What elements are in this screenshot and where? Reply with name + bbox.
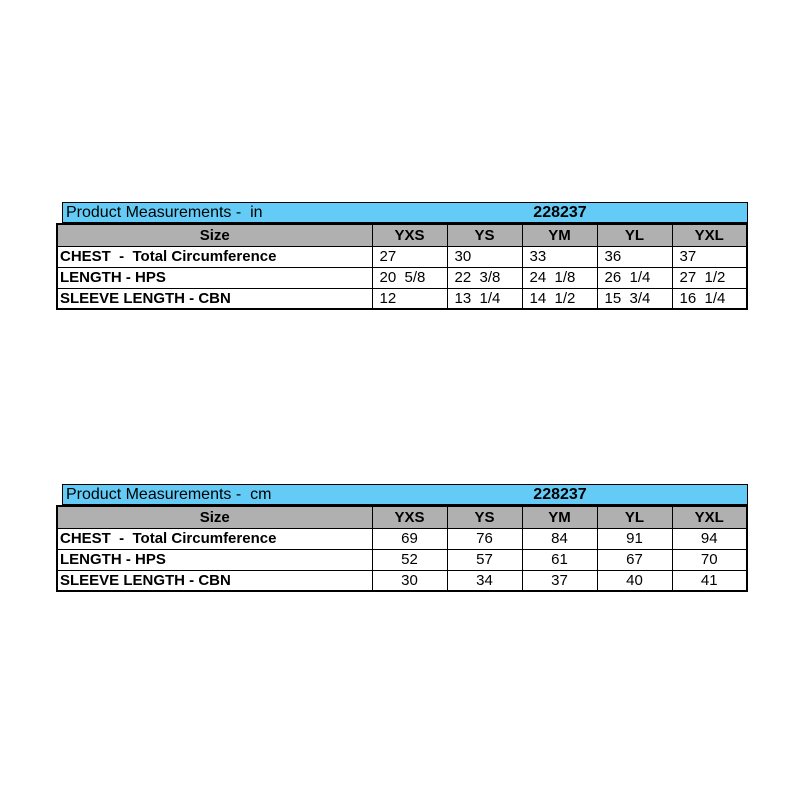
header-row bbox=[57, 224, 747, 246]
row-label: SLEEVE LENGTH - CBN bbox=[57, 288, 372, 309]
measurement-value: 26 1/4 bbox=[597, 267, 672, 288]
measurement-value: 69 bbox=[372, 528, 447, 549]
measurement-value: 24 1/8 bbox=[522, 267, 597, 288]
measurement-value: 30 bbox=[447, 246, 522, 267]
table-row bbox=[57, 288, 747, 309]
row-label: LENGTH - HPS bbox=[57, 549, 372, 570]
table-title-bar bbox=[62, 202, 748, 223]
measurement-value: 15 3/4 bbox=[597, 288, 672, 309]
column-header-size: Size bbox=[57, 224, 372, 246]
measurement-value: 20 5/8 bbox=[372, 267, 447, 288]
measurement-value: 33 bbox=[522, 246, 597, 267]
column-header-ym: YM bbox=[522, 224, 597, 246]
measurement-value: 52 bbox=[372, 549, 447, 570]
measurement-value: 91 bbox=[597, 528, 672, 549]
measurement-value: 27 bbox=[372, 246, 447, 267]
column-header-yxs: YXS bbox=[372, 506, 447, 528]
measurement-value: 36 bbox=[597, 246, 672, 267]
measurement-value: 84 bbox=[522, 528, 597, 549]
row-label: SLEEVE LENGTH - CBN bbox=[57, 570, 372, 591]
column-header-yl: YL bbox=[597, 506, 672, 528]
column-header-ym: YM bbox=[522, 506, 597, 528]
measurement-value: 12 bbox=[372, 288, 447, 309]
header-row bbox=[57, 506, 747, 528]
table-row bbox=[57, 549, 747, 570]
measurement-value: 67 bbox=[597, 549, 672, 570]
measurement-value: 37 bbox=[672, 246, 747, 267]
measurement-value: 30 bbox=[372, 570, 447, 591]
row-label: CHEST - Total Circumference bbox=[57, 528, 372, 549]
column-header-ys: YS bbox=[447, 224, 522, 246]
size-chart-cm bbox=[56, 505, 748, 592]
measurement-value: 94 bbox=[672, 528, 747, 549]
row-label: CHEST - Total Circumference bbox=[57, 246, 372, 267]
column-header-size: Size bbox=[57, 506, 372, 528]
table-row bbox=[57, 246, 747, 267]
measurement-value: 76 bbox=[447, 528, 522, 549]
product-code: 228237 bbox=[533, 485, 587, 503]
column-header-ys: YS bbox=[447, 506, 522, 528]
measurement-value: 14 1/2 bbox=[522, 288, 597, 309]
row-label: LENGTH - HPS bbox=[57, 267, 372, 288]
measurement-value: 57 bbox=[447, 549, 522, 570]
measurement-value: 70 bbox=[672, 549, 747, 570]
column-header-yxs: YXS bbox=[372, 224, 447, 246]
measurement-value: 37 bbox=[522, 570, 597, 591]
product-code: 228237 bbox=[533, 203, 587, 221]
measurement-value: 34 bbox=[447, 570, 522, 591]
measurement-value: 41 bbox=[672, 570, 747, 591]
table-title: Product Measurements - cm bbox=[66, 485, 272, 503]
measurement-value: 61 bbox=[522, 549, 597, 570]
column-header-yxl: YXL bbox=[672, 506, 747, 528]
table-row bbox=[57, 570, 747, 591]
measurements-table-cm bbox=[56, 484, 746, 592]
size-chart-inches bbox=[56, 223, 748, 310]
measurement-value: 16 1/4 bbox=[672, 288, 747, 309]
table-title-bar bbox=[62, 484, 748, 505]
measurement-value: 27 1/2 bbox=[672, 267, 747, 288]
column-header-yl: YL bbox=[597, 224, 672, 246]
measurement-value: 22 3/8 bbox=[447, 267, 522, 288]
column-header-yxl: YXL bbox=[672, 224, 747, 246]
measurement-value: 40 bbox=[597, 570, 672, 591]
measurements-table-inches bbox=[56, 202, 746, 310]
table-title: Product Measurements - in bbox=[66, 203, 263, 221]
table-row bbox=[57, 267, 747, 288]
measurement-value: 13 1/4 bbox=[447, 288, 522, 309]
table-row bbox=[57, 528, 747, 549]
